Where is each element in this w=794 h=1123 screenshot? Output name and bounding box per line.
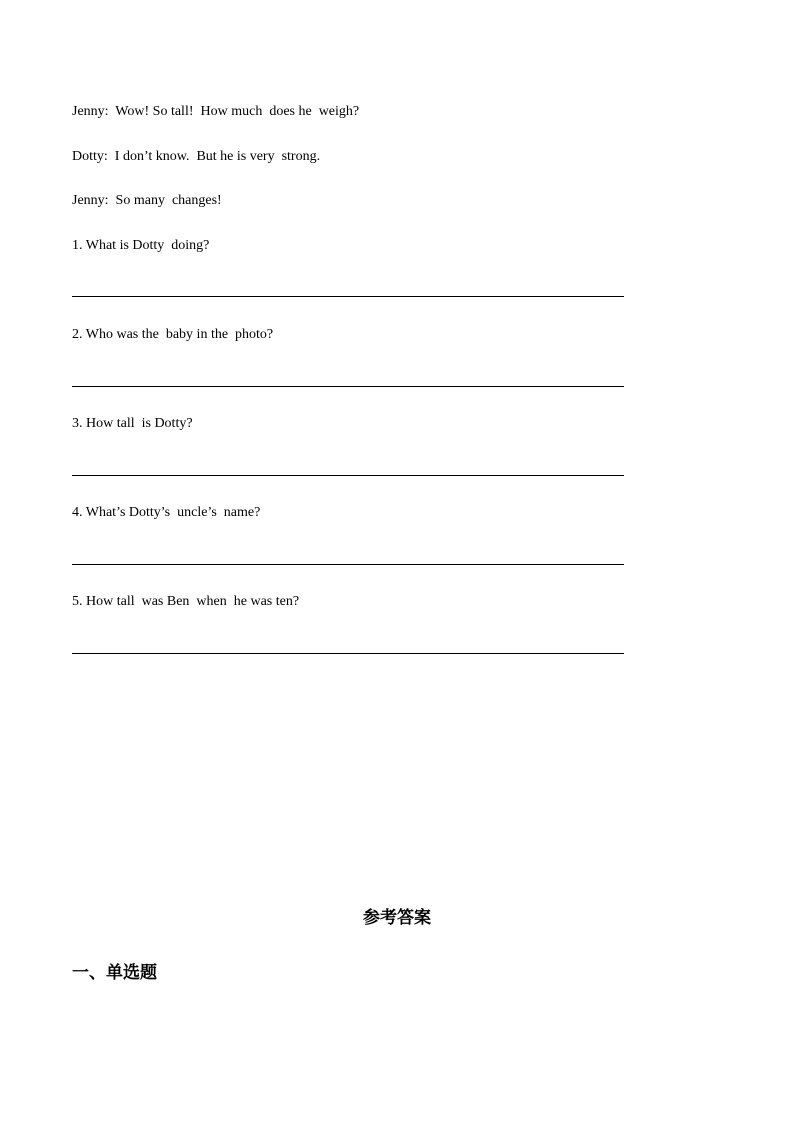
dialogue-line: Dotty: I don’t know. But he is very strong. <box>72 149 321 164</box>
answer-key-title: 参考答案 <box>363 908 431 928</box>
question-text: 5. How tall was Ben when he was ten? <box>72 594 300 609</box>
question-text: 4. What’s Dotty’s uncle’s name? <box>72 505 261 520</box>
dialogue-line: Jenny: Wow! So tall! How much does he weigh? <box>72 104 360 119</box>
section-heading: 一、单选题 <box>72 963 157 983</box>
answer-line[interactable] <box>72 564 624 565</box>
answer-line[interactable] <box>72 475 624 476</box>
dialogue-line: Jenny: So many changes! <box>72 193 222 208</box>
question-text: 1. What is Dotty doing? <box>72 238 210 253</box>
answer-line[interactable] <box>72 296 624 297</box>
answer-line[interactable] <box>72 653 624 654</box>
answer-line[interactable] <box>72 386 624 387</box>
question-text: 2. Who was the baby in the photo? <box>72 327 274 342</box>
question-text: 3. How tall is Dotty? <box>72 416 193 431</box>
